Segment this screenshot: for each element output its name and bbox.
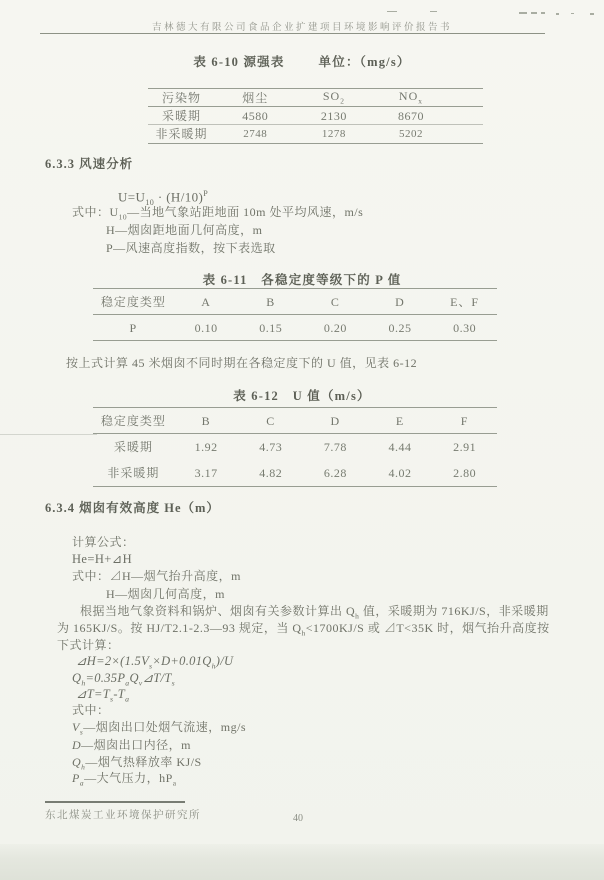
scan-artifact — [430, 11, 437, 12]
cell: 4.82 — [259, 466, 283, 480]
table-6-10-label: 表 6-10 源强表 — [193, 55, 285, 69]
table-row — [93, 433, 497, 460]
paragraph-line: 为 165KJ/S。按 HJ/T2.1-2.3—93 规定，当 $Q_h<1700KJ/S$ 或 ⊿T<35K 时，烟气抬升高度按 — [57, 621, 550, 638]
table-6-10 — [148, 88, 483, 144]
col-header: C — [266, 413, 276, 428]
calc-formula-label: 计算公式： — [72, 535, 135, 549]
scan-artifact — [387, 11, 397, 12]
paragraph-line: 根据当地气象资料和锅炉、烟囱有关参数计算出 $Q_h$ 值，采暖期为 716KJ/S，非采暖期 — [80, 604, 549, 621]
col-header: E、F — [450, 294, 480, 309]
col-header-so2: $SO_2$ — [322, 89, 345, 106]
formula-delta-t: $⊿T=T_s-T_a$ — [76, 687, 130, 704]
col-header: D — [395, 294, 405, 309]
cell: 1278 — [321, 127, 346, 140]
definition-h-geom: H—烟囱几何高度，m — [106, 587, 226, 601]
col-header: F — [460, 413, 469, 428]
table-6-11-caption — [0, 270, 604, 288]
footer-divider — [45, 801, 185, 803]
cell: 4.02 — [388, 466, 412, 480]
col-header: B — [201, 413, 211, 428]
row-label: 采暖期 — [113, 440, 153, 454]
col-header: 稳定度类型 — [100, 413, 166, 428]
table-row — [148, 106, 483, 124]
col-header: B — [266, 294, 276, 309]
scan-artifact — [590, 13, 594, 15]
cell: 6.28 — [323, 466, 347, 480]
section-heading-6-3-4: 6.3.4 烟囱有效高度 He（m） — [45, 501, 220, 515]
table-6-11 — [93, 288, 497, 341]
table-header-row — [93, 407, 497, 433]
table-header-row — [148, 88, 483, 106]
row-label: P — [129, 320, 138, 335]
cell: 0.15 — [259, 320, 283, 335]
col-header: E — [395, 413, 405, 428]
row-label: 非采暖期 — [107, 466, 160, 480]
scan-artifact — [541, 12, 545, 14]
table-row — [148, 124, 483, 144]
scan-bottom-shadow — [0, 844, 604, 880]
cell: 0.25 — [388, 320, 412, 335]
scan-artifact — [571, 13, 574, 14]
cell: 0.30 — [453, 320, 477, 335]
col-header: 稳定度类型 — [100, 294, 166, 309]
scan-artifact — [0, 434, 97, 435]
table-6-12-title: 表 6-12 U 值（m/s） — [233, 389, 371, 403]
cell: 0.20 — [323, 320, 347, 335]
table-header-row — [93, 288, 497, 314]
cell: 0.10 — [194, 320, 218, 335]
scan-artifact — [556, 13, 559, 15]
where-label: 式中： — [72, 703, 110, 717]
cell: 5202 — [398, 127, 423, 140]
cell: 2130 — [320, 108, 347, 123]
row-label: 非采暖期 — [155, 127, 208, 141]
note-u-values: 按上式计算 45 米烟囱不同时期在各稳定度下的 U 值，见表 6-12 — [66, 356, 418, 370]
definition-u10: 式中：$U_{10}—$当地气象站距地面 10m 处平均风速，m/s — [72, 205, 364, 222]
cell: 2748 — [243, 127, 268, 140]
definition-h: H—烟囱距地面几何高度，m — [106, 223, 263, 237]
cell: 8670 — [397, 108, 424, 123]
cell: 7.78 — [323, 440, 347, 454]
cell: 1.92 — [194, 440, 218, 454]
cell: 3.17 — [194, 466, 218, 480]
col-header: A — [201, 294, 211, 309]
definition-d: D—烟囱出口内径，m — [72, 738, 192, 752]
scan-artifact — [531, 12, 537, 14]
definition-delta-h: 式中：⊿H—烟气抬升高度，m — [72, 569, 242, 583]
col-header: D — [330, 413, 341, 428]
table-row — [93, 460, 497, 487]
cell: 4580 — [242, 108, 269, 123]
row-label: 采暖期 — [161, 108, 201, 123]
definition-pa: $P_a—$大气压力，$hP_a$ — [72, 771, 177, 788]
table-6-12-caption — [0, 386, 604, 404]
definition-vs: $V_s—$烟囱出口处烟气流速，mg/s — [72, 720, 247, 737]
col-header-nox: $NO_x$ — [398, 89, 423, 106]
scan-artifact — [519, 12, 527, 14]
paragraph-line: 下式计算： — [57, 638, 120, 652]
page-number: 40 — [293, 813, 303, 824]
cell: 4.44 — [388, 440, 412, 454]
col-header-pollutant: 污染物 — [161, 90, 201, 105]
cell: 2.80 — [453, 466, 477, 480]
formula-wind-speed: $U=U_{10} \cdot (H/10)^P$ — [118, 189, 209, 207]
header-rule — [40, 33, 545, 34]
table-6-11-title: 表 6-11 各稳定度等级下的 P 值 — [202, 273, 402, 287]
cell: 4.73 — [259, 440, 283, 454]
cell: 2.91 — [453, 440, 477, 454]
table-6-12 — [93, 407, 497, 487]
col-header: C — [330, 294, 340, 309]
col-header-dust: 烟尘 — [242, 90, 269, 105]
definition-p: P—风速高度指数，按下表选取 — [106, 241, 276, 255]
section-heading-6-3-3: 6.3.3 风速分析 — [45, 157, 134, 171]
table-row — [93, 314, 497, 341]
table-6-10-caption — [0, 52, 604, 70]
formula-he: He=H+⊿H — [72, 552, 133, 566]
page-header: 吉林德大有限公司食品企业扩建项目环境影响评价报告书 — [151, 23, 452, 33]
table-6-10-unit: 单位：（mg/s） — [318, 55, 411, 69]
formula-qh: $Q_h=0.35P_aQ_v⊿T/T_s$ — [72, 671, 175, 688]
formula-delta-h: $⊿H=2\times(1.5V_s\times D+0.01Q_h)/U$ — [76, 654, 234, 671]
definition-qh: $Q_h—$烟气热释放率 KJ/S — [72, 755, 202, 772]
footer-organization: 东北煤炭工业环境保护研究所 — [45, 810, 201, 821]
